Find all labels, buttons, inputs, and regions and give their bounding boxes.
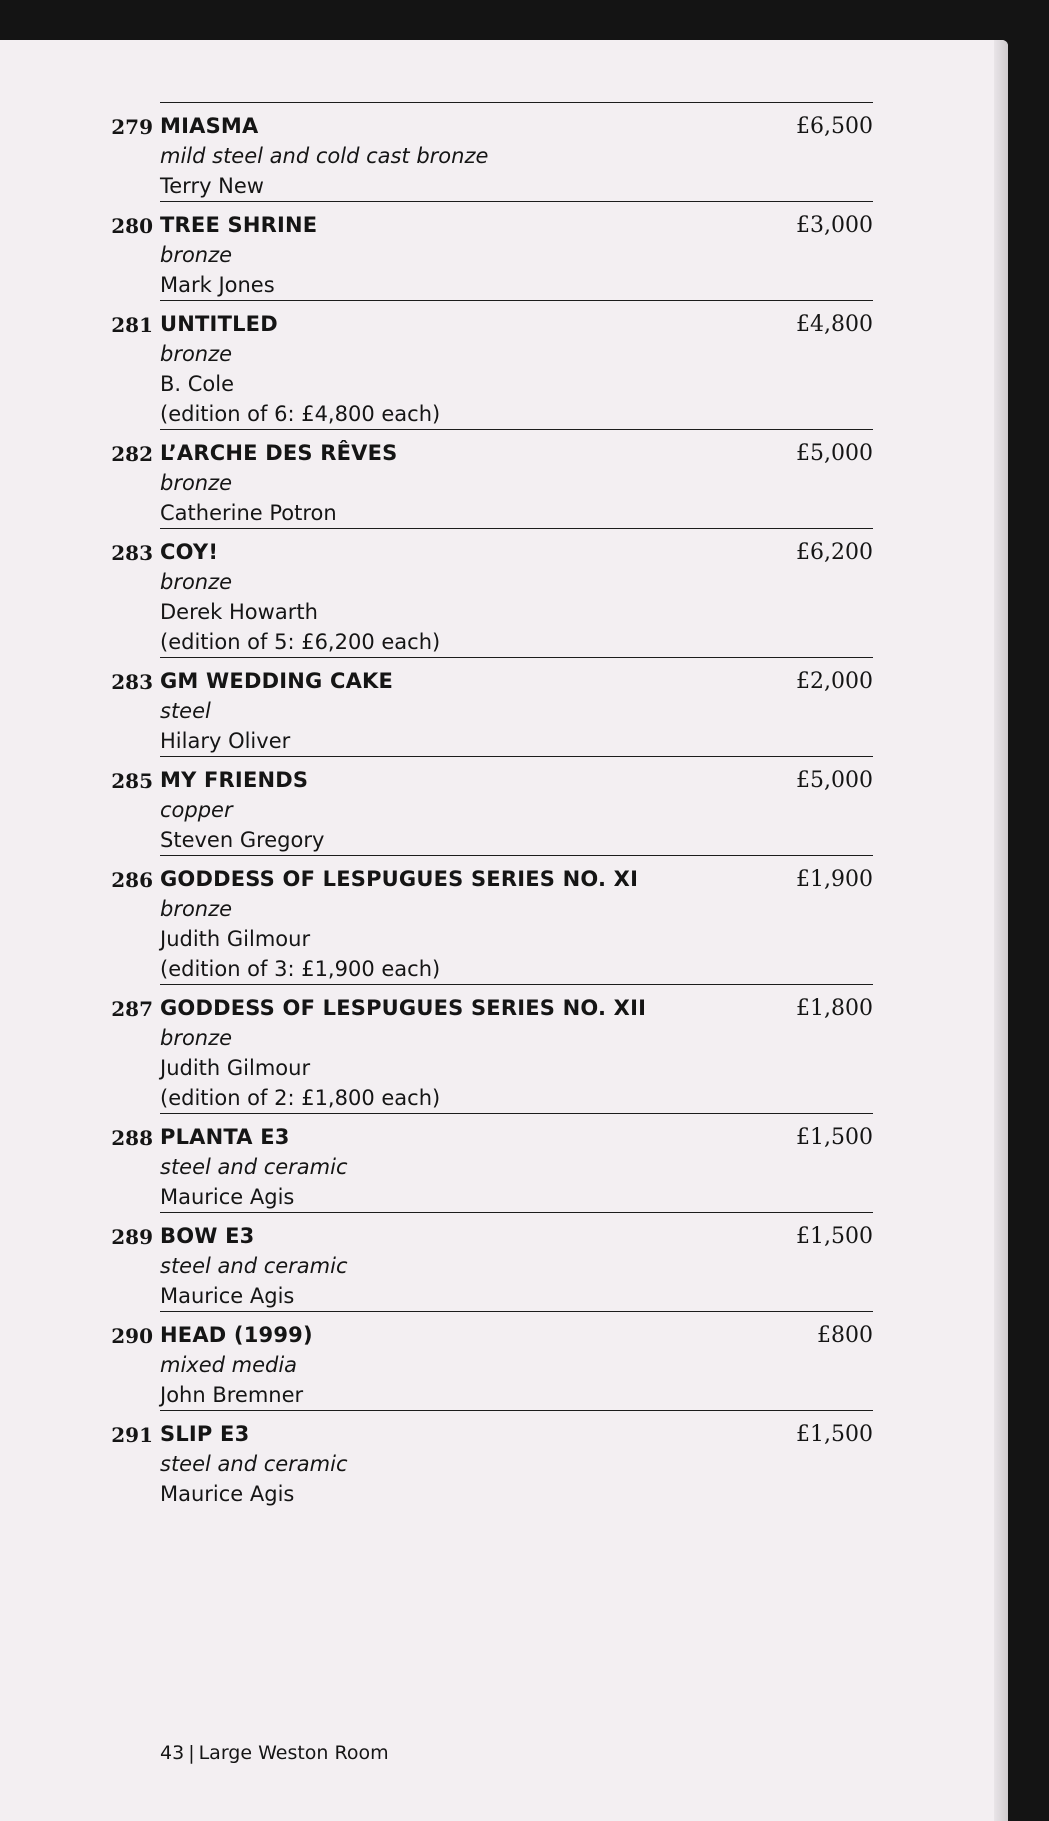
page-number: 43	[160, 1742, 185, 1764]
artist-name: Derek Howarth	[160, 600, 318, 624]
work-medium: bronze	[160, 570, 233, 594]
work-title: HEAD (1999)	[160, 1323, 313, 1347]
catalogue-entry	[111, 657, 873, 756]
lot-number: 288	[111, 1126, 153, 1150]
catalogue-entry	[111, 984, 873, 1113]
work-price: £4,800	[796, 312, 873, 337]
catalogue-page	[0, 40, 1008, 1821]
artist-name: Judith Gilmour	[160, 927, 311, 951]
lot-number: 287	[111, 997, 153, 1021]
work-price: £800	[817, 1323, 873, 1348]
artist-name: B. Cole	[160, 372, 235, 396]
artist-name: Terry New	[160, 174, 264, 198]
artist-name: Maurice Agis	[160, 1185, 295, 1209]
catalogue-entry	[111, 756, 873, 855]
work-title: GODDESS OF LESPUGUES SERIES NO. XII	[160, 996, 647, 1020]
work-medium: bronze	[160, 897, 233, 921]
work-price: £5,000	[796, 441, 873, 466]
work-title: SLIP E3	[160, 1422, 250, 1446]
work-medium: mild steel and cold cast bronze	[160, 144, 489, 168]
lot-number: 285	[111, 769, 153, 793]
work-price: £1,900	[796, 867, 873, 892]
artist-name: Judith Gilmour	[160, 1056, 311, 1080]
work-price: £1,500	[796, 1224, 873, 1249]
room-name: Large Weston Room	[198, 1742, 389, 1764]
lot-number: 281	[111, 313, 153, 337]
artist-name: Maurice Agis	[160, 1482, 295, 1506]
artist-name: John Bremner	[160, 1383, 304, 1407]
work-medium: mixed media	[160, 1353, 298, 1377]
work-medium: bronze	[160, 471, 233, 495]
lot-number: 279	[111, 115, 153, 139]
work-medium: bronze	[160, 1026, 233, 1050]
work-price: £2,000	[796, 669, 873, 694]
work-price: £6,200	[796, 540, 873, 565]
work-title: MY FRIENDS	[160, 768, 309, 792]
page-footer	[160, 1741, 389, 1765]
lot-number: 286	[111, 868, 153, 892]
catalogue-entry	[111, 102, 873, 201]
catalogue-entry	[111, 1212, 873, 1311]
work-title: BOW E3	[160, 1224, 255, 1248]
work-title: TREE SHRINE	[160, 213, 318, 237]
work-title: L’ARCHE DES RÊVES	[160, 441, 398, 465]
lot-number: 283	[111, 541, 153, 565]
work-title: GM WEDDING CAKE	[160, 669, 394, 693]
footer-separator: |	[188, 1742, 195, 1764]
entry-list	[0, 102, 1008, 1509]
work-medium: steel and ceramic	[160, 1452, 348, 1476]
lot-number: 282	[111, 442, 153, 466]
catalogue-entry	[111, 1113, 873, 1212]
work-price: £1,800	[796, 996, 873, 1021]
edition-note: (edition of 3: £1,900 each)	[160, 957, 441, 981]
work-price: £3,000	[796, 213, 873, 238]
artist-name: Steven Gregory	[160, 828, 325, 852]
lot-number: 289	[111, 1225, 153, 1249]
work-price: £1,500	[796, 1422, 873, 1447]
catalogue-entry	[111, 1410, 873, 1509]
work-medium: steel and ceramic	[160, 1254, 348, 1278]
artist-name: Mark Jones	[160, 273, 275, 297]
work-price: £6,500	[796, 114, 873, 139]
work-title: UNTITLED	[160, 312, 278, 336]
catalogue-entry	[111, 528, 873, 657]
work-title: GODDESS OF LESPUGUES SERIES NO. XI	[160, 867, 639, 891]
artist-name: Maurice Agis	[160, 1284, 295, 1308]
edition-note: (edition of 2: £1,800 each)	[160, 1086, 441, 1110]
catalogue-entry	[111, 429, 873, 528]
work-medium: bronze	[160, 243, 233, 267]
artist-name: Catherine Potron	[160, 501, 337, 525]
artist-name: Hilary Oliver	[160, 729, 291, 753]
lot-number: 290	[111, 1324, 153, 1348]
catalogue-entry	[111, 300, 873, 429]
work-medium: steel	[160, 699, 211, 723]
lot-number: 280	[111, 214, 153, 238]
work-medium: steel and ceramic	[160, 1155, 348, 1179]
work-medium: copper	[160, 798, 233, 822]
catalogue-entry	[111, 855, 873, 984]
work-medium: bronze	[160, 342, 233, 366]
edition-note: (edition of 6: £4,800 each)	[160, 402, 441, 426]
work-price: £1,500	[796, 1125, 873, 1150]
edition-note: (edition of 5: £6,200 each)	[160, 630, 441, 654]
work-title: PLANTA E3	[160, 1125, 290, 1149]
lot-number: 283	[111, 670, 153, 694]
work-title: COY!	[160, 540, 219, 564]
catalogue-entry	[111, 1311, 873, 1410]
catalogue-entry	[111, 201, 873, 300]
work-price: £5,000	[796, 768, 873, 793]
page-edge	[994, 40, 1008, 1821]
work-title: MIASMA	[160, 114, 259, 138]
lot-number: 291	[111, 1423, 153, 1447]
